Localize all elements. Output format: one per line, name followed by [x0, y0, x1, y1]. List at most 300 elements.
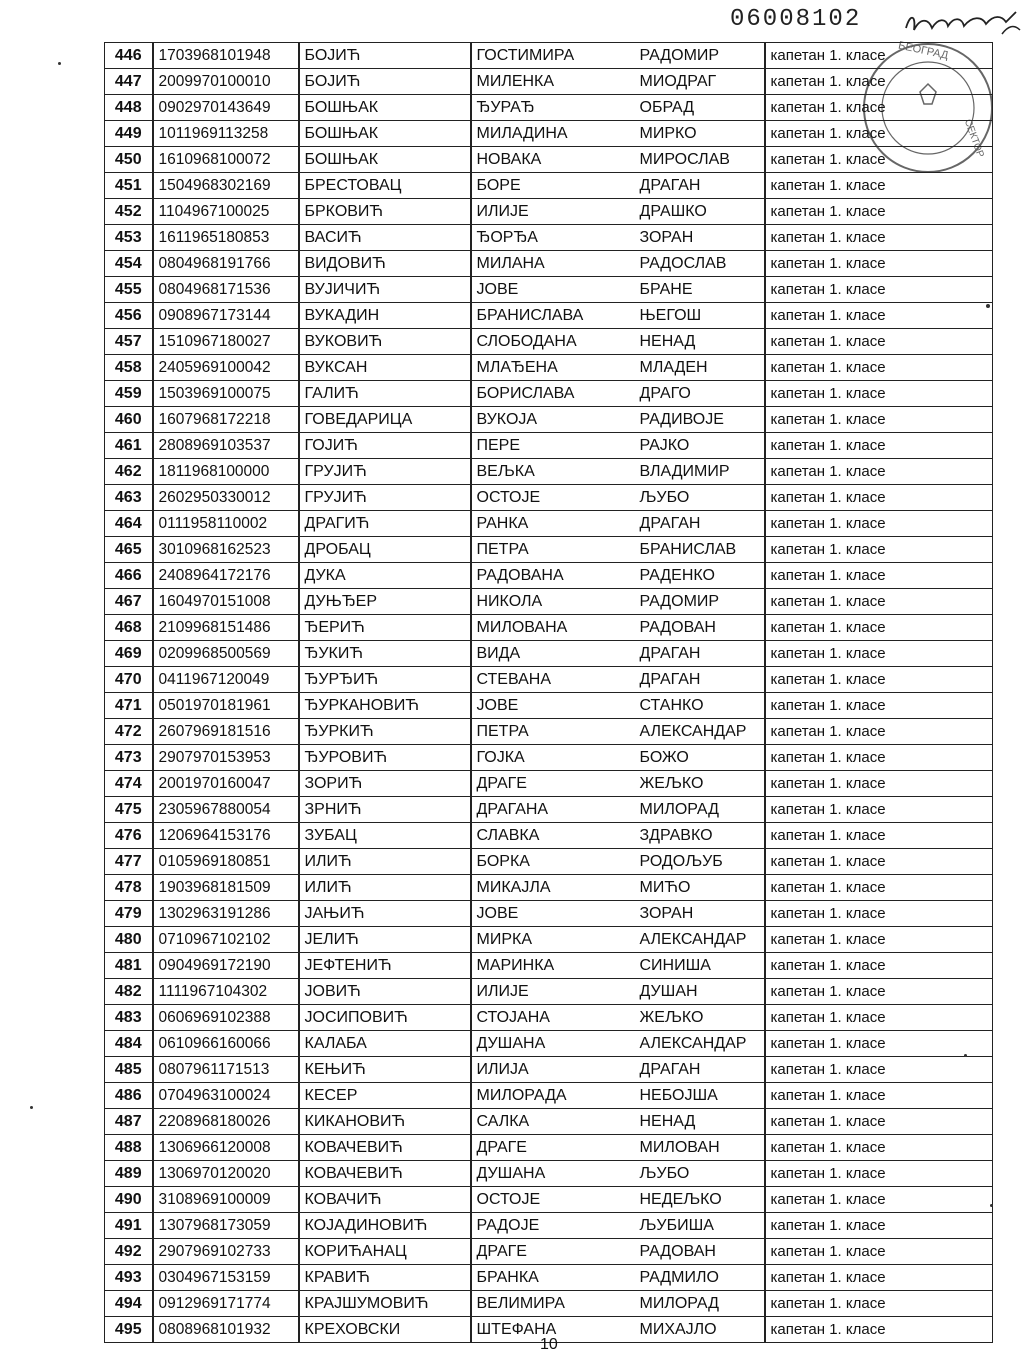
personal-id-number-cell: 2607969181516: [153, 719, 299, 745]
row-number-cell: 453: [105, 225, 153, 251]
surname-cell: КАЛАБА: [299, 1031, 471, 1057]
rank-cell: капетан 1. класе: [765, 849, 993, 875]
table-row: [105, 537, 993, 563]
first-name-cell: БОЖО: [635, 745, 765, 771]
personal-id-number-cell: 1607968172218: [153, 407, 299, 433]
row-number-cell: 451: [105, 173, 153, 199]
surname-cell: ЈАЊИЋ: [299, 901, 471, 927]
table-row: [105, 121, 993, 147]
rank-cell: капетан 1. класе: [765, 901, 993, 927]
first-name-cell: МИРОСЛАВ: [635, 147, 765, 173]
surname-cell: ЂУРОВИЋ: [299, 745, 471, 771]
first-name-cell: МЛАДЕН: [635, 355, 765, 381]
first-name-cell: МИЛОРАД: [635, 1291, 765, 1317]
father-name-cell: БОРКА: [471, 849, 635, 875]
personal-id-number-cell: 2208968180026: [153, 1109, 299, 1135]
surname-cell: КИКАНОВИЋ: [299, 1109, 471, 1135]
surname-cell: ЗРНИЋ: [299, 797, 471, 823]
father-name-cell: БРАНКА: [471, 1265, 635, 1291]
first-name-cell: БРАНИСЛАВ: [635, 537, 765, 563]
personal-id-number-cell: 1510967180027: [153, 329, 299, 355]
personal-id-number-cell: 1306970120020: [153, 1161, 299, 1187]
table-row: [105, 641, 993, 667]
table-row: [105, 381, 993, 407]
table-row: [105, 1031, 993, 1057]
surname-cell: КРАЈШУМОВИЋ: [299, 1291, 471, 1317]
table-row: [105, 589, 993, 615]
rank-cell: капетан 1. класе: [765, 95, 993, 121]
row-number-cell: 476: [105, 823, 153, 849]
surname-cell: ДРАГИЋ: [299, 511, 471, 537]
rank-cell: капетан 1. класе: [765, 147, 993, 173]
rank-cell: капетан 1. класе: [765, 1291, 993, 1317]
personal-id-number-cell: 3010968162523: [153, 537, 299, 563]
father-name-cell: ДРАГЕ: [471, 771, 635, 797]
personal-id-number-cell: 1611965180853: [153, 225, 299, 251]
table-row: [105, 615, 993, 641]
table-row: [105, 1083, 993, 1109]
surname-cell: КОЈАДИНОВИЋ: [299, 1213, 471, 1239]
surname-cell: БОШЊАК: [299, 147, 471, 173]
first-name-cell: МИЛОРАД: [635, 797, 765, 823]
table-row: [105, 797, 993, 823]
personnel-table: [104, 39, 993, 1343]
table-row: [105, 407, 993, 433]
personal-id-number-cell: 2109968151486: [153, 615, 299, 641]
surname-cell: КОВАЧЕВИЋ: [299, 1161, 471, 1187]
row-number-cell: 447: [105, 69, 153, 95]
father-name-cell: МЛАЂЕНА: [471, 355, 635, 381]
scan-speck: [964, 1054, 967, 1057]
table-row: [105, 849, 993, 875]
rank-cell: капетан 1. класе: [765, 43, 993, 69]
rank-cell: капетан 1. класе: [765, 121, 993, 147]
father-name-cell: ЈОВЕ: [471, 693, 635, 719]
row-number-cell: 459: [105, 381, 153, 407]
rank-cell: капетан 1. класе: [765, 797, 993, 823]
surname-cell: ДУЊЂЕР: [299, 589, 471, 615]
father-name-cell: МАРИНКА: [471, 953, 635, 979]
row-number-cell: 479: [105, 901, 153, 927]
row-number-cell: 464: [105, 511, 153, 537]
rank-cell: капетан 1. класе: [765, 329, 993, 355]
personal-id-number-cell: 1206964153176: [153, 823, 299, 849]
father-name-cell: ИЛИЈА: [471, 1057, 635, 1083]
personal-id-number-cell: 1610968100072: [153, 147, 299, 173]
first-name-cell: ЖЕЉКО: [635, 771, 765, 797]
svg-text:СЕКТОР: СЕКТОР: [961, 117, 986, 160]
table-row: [105, 1187, 993, 1213]
table-row: [105, 95, 993, 121]
father-name-cell: ПЕРЕ: [471, 433, 635, 459]
row-number-cell: 473: [105, 745, 153, 771]
first-name-cell: СИНИША: [635, 953, 765, 979]
row-number-cell: 446: [105, 43, 153, 69]
rank-cell: капетан 1. класе: [765, 433, 993, 459]
row-number-cell: 484: [105, 1031, 153, 1057]
first-name-cell: АЛЕКСАНДАР: [635, 719, 765, 745]
row-number-cell: 461: [105, 433, 153, 459]
rank-cell: капетан 1. класе: [765, 1317, 993, 1343]
rank-cell: капетан 1. класе: [765, 1213, 993, 1239]
personal-id-number-cell: 1811968100000: [153, 459, 299, 485]
personal-id-number-cell: 2001970160047: [153, 771, 299, 797]
father-name-cell: ВЕЛИМИРА: [471, 1291, 635, 1317]
table-row: [105, 1005, 993, 1031]
row-number-cell: 466: [105, 563, 153, 589]
surname-cell: ЂУРКАНОВИЋ: [299, 693, 471, 719]
surname-cell: ВАСИЋ: [299, 225, 471, 251]
rank-cell: капетан 1. класе: [765, 251, 993, 277]
table-row: [105, 173, 993, 199]
first-name-cell: БРАНЕ: [635, 277, 765, 303]
rank-cell: капетан 1. класе: [765, 927, 993, 953]
row-number-cell: 449: [105, 121, 153, 147]
father-name-cell: ОСТОЈЕ: [471, 485, 635, 511]
rank-cell: капетан 1. класе: [765, 1187, 993, 1213]
row-number-cell: 495: [105, 1317, 153, 1343]
row-number-cell: 452: [105, 199, 153, 225]
personal-id-number-cell: 1111967104302: [153, 979, 299, 1005]
table-row: [105, 329, 993, 355]
row-number-cell: 490: [105, 1187, 153, 1213]
surname-cell: БОЈИЋ: [299, 69, 471, 95]
personal-id-number-cell: 2408964172176: [153, 563, 299, 589]
surname-cell: ВИДОВИЋ: [299, 251, 471, 277]
table-row: [105, 433, 993, 459]
father-name-cell: ЈОВЕ: [471, 277, 635, 303]
surname-cell: ВУКАДИН: [299, 303, 471, 329]
row-number-cell: 491: [105, 1213, 153, 1239]
father-name-cell: ЂУРАЂ: [471, 95, 635, 121]
personal-id-number-cell: 2808969103537: [153, 433, 299, 459]
personal-id-number-cell: 2305967880054: [153, 797, 299, 823]
rank-cell: капетан 1. класе: [765, 1109, 993, 1135]
first-name-cell: ЉУБИША: [635, 1213, 765, 1239]
personal-id-number-cell: 0606969102388: [153, 1005, 299, 1031]
surname-cell: КЕЊИЋ: [299, 1057, 471, 1083]
table-row: [105, 875, 993, 901]
surname-cell: КРЕХОВСКИ: [299, 1317, 471, 1343]
table-row: [105, 745, 993, 771]
personal-id-number-cell: 0304967153159: [153, 1265, 299, 1291]
document-number: 06008102: [730, 6, 862, 33]
personal-id-number-cell: 1307968173059: [153, 1213, 299, 1239]
father-name-cell: МИРКА: [471, 927, 635, 953]
svg-text:БЕОГРАД: БЕОГРАД: [897, 39, 950, 62]
personal-id-number-cell: 0808968101932: [153, 1317, 299, 1343]
row-number-cell: 481: [105, 953, 153, 979]
first-name-cell: ЖЕЉКО: [635, 1005, 765, 1031]
rank-cell: капетан 1. класе: [765, 693, 993, 719]
first-name-cell: ДРАШКО: [635, 199, 765, 225]
rank-cell: капетан 1. класе: [765, 173, 993, 199]
father-name-cell: ОСТОЈЕ: [471, 1187, 635, 1213]
rank-cell: капетан 1. класе: [765, 1135, 993, 1161]
table-row: [105, 355, 993, 381]
rank-cell: капетан 1. класе: [765, 1239, 993, 1265]
personal-id-number-cell: 1604970151008: [153, 589, 299, 615]
rank-cell: капетан 1. класе: [765, 979, 993, 1005]
row-number-cell: 483: [105, 1005, 153, 1031]
rank-cell: капетан 1. класе: [765, 745, 993, 771]
father-name-cell: СТОЈАНА: [471, 1005, 635, 1031]
first-name-cell: АЛЕКСАНДАР: [635, 927, 765, 953]
personal-id-number-cell: 0912969171774: [153, 1291, 299, 1317]
scan-speck: [30, 1106, 33, 1109]
table-row: [105, 147, 993, 173]
first-name-cell: ВЛАДИМИР: [635, 459, 765, 485]
first-name-cell: ДРАГАН: [635, 667, 765, 693]
father-name-cell: МИКАЈЛА: [471, 875, 635, 901]
first-name-cell: ЗОРАН: [635, 225, 765, 251]
surname-cell: ЂУРКИЋ: [299, 719, 471, 745]
personal-id-number-cell: 1011969113258: [153, 121, 299, 147]
personal-id-number-cell: 3108969100009: [153, 1187, 299, 1213]
table-row: [105, 667, 993, 693]
row-number-cell: 477: [105, 849, 153, 875]
surname-cell: КРАВИЋ: [299, 1265, 471, 1291]
rank-cell: капетан 1. класе: [765, 407, 993, 433]
table-row: [105, 979, 993, 1005]
table-row: [105, 1239, 993, 1265]
rank-cell: капетан 1. класе: [765, 823, 993, 849]
rank-cell: капетан 1. класе: [765, 1005, 993, 1031]
first-name-cell: СТАНКО: [635, 693, 765, 719]
scan-speck: [58, 62, 61, 65]
rank-cell: капетан 1. класе: [765, 511, 993, 537]
first-name-cell: НЕБОЈША: [635, 1083, 765, 1109]
rank-cell: капетан 1. класе: [765, 277, 993, 303]
table-row: [105, 927, 993, 953]
father-name-cell: СЛАВКА: [471, 823, 635, 849]
first-name-cell: МИРКО: [635, 121, 765, 147]
row-number-cell: 455: [105, 277, 153, 303]
father-name-cell: ДРАГАНА: [471, 797, 635, 823]
first-name-cell: НЕНАД: [635, 329, 765, 355]
surname-cell: ЈОСИПОВИЋ: [299, 1005, 471, 1031]
table-row: [105, 693, 993, 719]
table-row: [105, 43, 993, 69]
personal-id-number-cell: 0804968171536: [153, 277, 299, 303]
personal-id-number-cell: 0105969180851: [153, 849, 299, 875]
personal-id-number-cell: 0908967173144: [153, 303, 299, 329]
table-row: [105, 303, 993, 329]
table-row: [105, 1109, 993, 1135]
table-row: [105, 1265, 993, 1291]
father-name-cell: НИКОЛА: [471, 589, 635, 615]
table-row: [105, 1213, 993, 1239]
personal-id-number-cell: 0411967120049: [153, 667, 299, 693]
rank-cell: капетан 1. класе: [765, 953, 993, 979]
rank-cell: капетан 1. класе: [765, 589, 993, 615]
personal-id-number-cell: 2602950330012: [153, 485, 299, 511]
first-name-cell: РАДОВАН: [635, 615, 765, 641]
personnel-table-body: [105, 43, 993, 1343]
table-row: [105, 953, 993, 979]
personal-id-number-cell: 0904969172190: [153, 953, 299, 979]
father-name-cell: ВУКОЈА: [471, 407, 635, 433]
personal-id-number-cell: 1504968302169: [153, 173, 299, 199]
father-name-cell: ГОЈКА: [471, 745, 635, 771]
father-name-cell: НОВАКА: [471, 147, 635, 173]
father-name-cell: ИЛИЈЕ: [471, 979, 635, 1005]
father-name-cell: РАНКА: [471, 511, 635, 537]
row-number-cell: 469: [105, 641, 153, 667]
rank-cell: капетан 1. класе: [765, 1083, 993, 1109]
first-name-cell: МИОДРАГ: [635, 69, 765, 95]
surname-cell: ДУКА: [299, 563, 471, 589]
father-name-cell: МИЛАДИНА: [471, 121, 635, 147]
first-name-cell: АЛЕКСАНДАР: [635, 1031, 765, 1057]
surname-cell: БРКОВИЋ: [299, 199, 471, 225]
surname-cell: БОШЊАК: [299, 121, 471, 147]
table-row: [105, 199, 993, 225]
row-number-cell: 467: [105, 589, 153, 615]
row-number-cell: 457: [105, 329, 153, 355]
personal-id-number-cell: 1302963191286: [153, 901, 299, 927]
surname-cell: КЕСЕР: [299, 1083, 471, 1109]
first-name-cell: ЗДРАВКО: [635, 823, 765, 849]
rank-cell: капетан 1. класе: [765, 771, 993, 797]
personal-id-number-cell: 0807961171513: [153, 1057, 299, 1083]
first-name-cell: МИХАЈЛО: [635, 1317, 765, 1343]
father-name-cell: ДРАГЕ: [471, 1135, 635, 1161]
rank-cell: капетан 1. класе: [765, 381, 993, 407]
rank-cell: капетан 1. класе: [765, 69, 993, 95]
father-name-cell: РАДОЈЕ: [471, 1213, 635, 1239]
first-name-cell: РАДЕНКО: [635, 563, 765, 589]
surname-cell: ЈОВИЋ: [299, 979, 471, 1005]
first-name-cell: ЗОРАН: [635, 901, 765, 927]
father-name-cell: ПЕТРА: [471, 719, 635, 745]
row-number-cell: 487: [105, 1109, 153, 1135]
surname-cell: ВУЈИЧИЋ: [299, 277, 471, 303]
surname-cell: ЈЕЛИЋ: [299, 927, 471, 953]
rank-cell: капетан 1. класе: [765, 1265, 993, 1291]
surname-cell: ИЛИЋ: [299, 849, 471, 875]
father-name-cell: МИЛОРАДА: [471, 1083, 635, 1109]
personal-id-number-cell: 2907970153953: [153, 745, 299, 771]
surname-cell: ГОВЕДАРИЦА: [299, 407, 471, 433]
first-name-cell: МИЋО: [635, 875, 765, 901]
first-name-cell: РАДОМИР: [635, 589, 765, 615]
table-row: [105, 823, 993, 849]
rank-cell: капетан 1. класе: [765, 303, 993, 329]
surname-cell: БОЈИЋ: [299, 43, 471, 69]
rank-cell: капетан 1. класе: [765, 875, 993, 901]
first-name-cell: РАДОВАН: [635, 1239, 765, 1265]
row-number-cell: 485: [105, 1057, 153, 1083]
surname-cell: КОВАЧИЋ: [299, 1187, 471, 1213]
father-name-cell: БРАНИСЛАВА: [471, 303, 635, 329]
surname-cell: ИЛИЋ: [299, 875, 471, 901]
row-number-cell: 472: [105, 719, 153, 745]
father-name-cell: ДРАГЕ: [471, 1239, 635, 1265]
row-number-cell: 489: [105, 1161, 153, 1187]
first-name-cell: ДРАГАН: [635, 1057, 765, 1083]
personal-id-number-cell: 0610966160066: [153, 1031, 299, 1057]
first-name-cell: НЕДЕЉКО: [635, 1187, 765, 1213]
father-name-cell: МИЛЕНКА: [471, 69, 635, 95]
surname-cell: ГРУЈИЋ: [299, 485, 471, 511]
personal-id-number-cell: 1104967100025: [153, 199, 299, 225]
first-name-cell: ЊЕГОШ: [635, 303, 765, 329]
father-name-cell: ДУШАНА: [471, 1161, 635, 1187]
rank-cell: капетан 1. класе: [765, 615, 993, 641]
first-name-cell: ЉУБО: [635, 485, 765, 511]
row-number-cell: 486: [105, 1083, 153, 1109]
row-number-cell: 488: [105, 1135, 153, 1161]
personal-id-number-cell: 0902970143649: [153, 95, 299, 121]
personal-id-number-cell: 1903968181509: [153, 875, 299, 901]
page-number: 10: [540, 1336, 558, 1353]
rank-cell: капетан 1. класе: [765, 719, 993, 745]
surname-cell: ГОЈИЋ: [299, 433, 471, 459]
rank-cell: капетан 1. класе: [765, 199, 993, 225]
father-name-cell: ДУШАНА: [471, 1031, 635, 1057]
row-number-cell: 493: [105, 1265, 153, 1291]
row-number-cell: 468: [105, 615, 153, 641]
table-row: [105, 771, 993, 797]
personal-id-number-cell: 1703968101948: [153, 43, 299, 69]
table-row: [105, 277, 993, 303]
table-row: [105, 251, 993, 277]
rank-cell: капетан 1. класе: [765, 537, 993, 563]
row-number-cell: 456: [105, 303, 153, 329]
table-row: [105, 225, 993, 251]
row-number-cell: 454: [105, 251, 153, 277]
father-name-cell: ШТЕФАНА: [471, 1317, 635, 1343]
first-name-cell: РАДИВОЈЕ: [635, 407, 765, 433]
surname-cell: БРЕСТОВАЦ: [299, 173, 471, 199]
first-name-cell: ДРАГАН: [635, 511, 765, 537]
row-number-cell: 494: [105, 1291, 153, 1317]
row-number-cell: 448: [105, 95, 153, 121]
first-name-cell: РАЈКО: [635, 433, 765, 459]
table-row: [105, 1161, 993, 1187]
father-name-cell: МИЛАНА: [471, 251, 635, 277]
personal-id-number-cell: 0209968500569: [153, 641, 299, 667]
row-number-cell: 482: [105, 979, 153, 1005]
surname-cell: ЂУКИЋ: [299, 641, 471, 667]
father-name-cell: ВИДА: [471, 641, 635, 667]
row-number-cell: 462: [105, 459, 153, 485]
surname-cell: БОШЊАК: [299, 95, 471, 121]
personal-id-number-cell: 0804968191766: [153, 251, 299, 277]
first-name-cell: ЉУБО: [635, 1161, 765, 1187]
father-name-cell: ГОСТИМИРА: [471, 43, 635, 69]
first-name-cell: ДРАГАН: [635, 173, 765, 199]
row-number-cell: 492: [105, 1239, 153, 1265]
surname-cell: ЂУРЂИЋ: [299, 667, 471, 693]
surname-cell: ДРОБАЦ: [299, 537, 471, 563]
table-row: [105, 901, 993, 927]
personal-id-number-cell: 0111958110002: [153, 511, 299, 537]
rank-cell: капетан 1. класе: [765, 459, 993, 485]
personal-id-number-cell: 0704963100024: [153, 1083, 299, 1109]
scan-speck: [990, 1204, 993, 1207]
father-name-cell: ИЛИЈЕ: [471, 199, 635, 225]
first-name-cell: ОБРАД: [635, 95, 765, 121]
table-row: [105, 459, 993, 485]
surname-cell: ЗОРИЋ: [299, 771, 471, 797]
rank-cell: капетан 1. класе: [765, 1057, 993, 1083]
rank-cell: капетан 1. класе: [765, 485, 993, 511]
first-name-cell: РАДМИЛО: [635, 1265, 765, 1291]
row-number-cell: 460: [105, 407, 153, 433]
father-name-cell: ВЕЉКА: [471, 459, 635, 485]
